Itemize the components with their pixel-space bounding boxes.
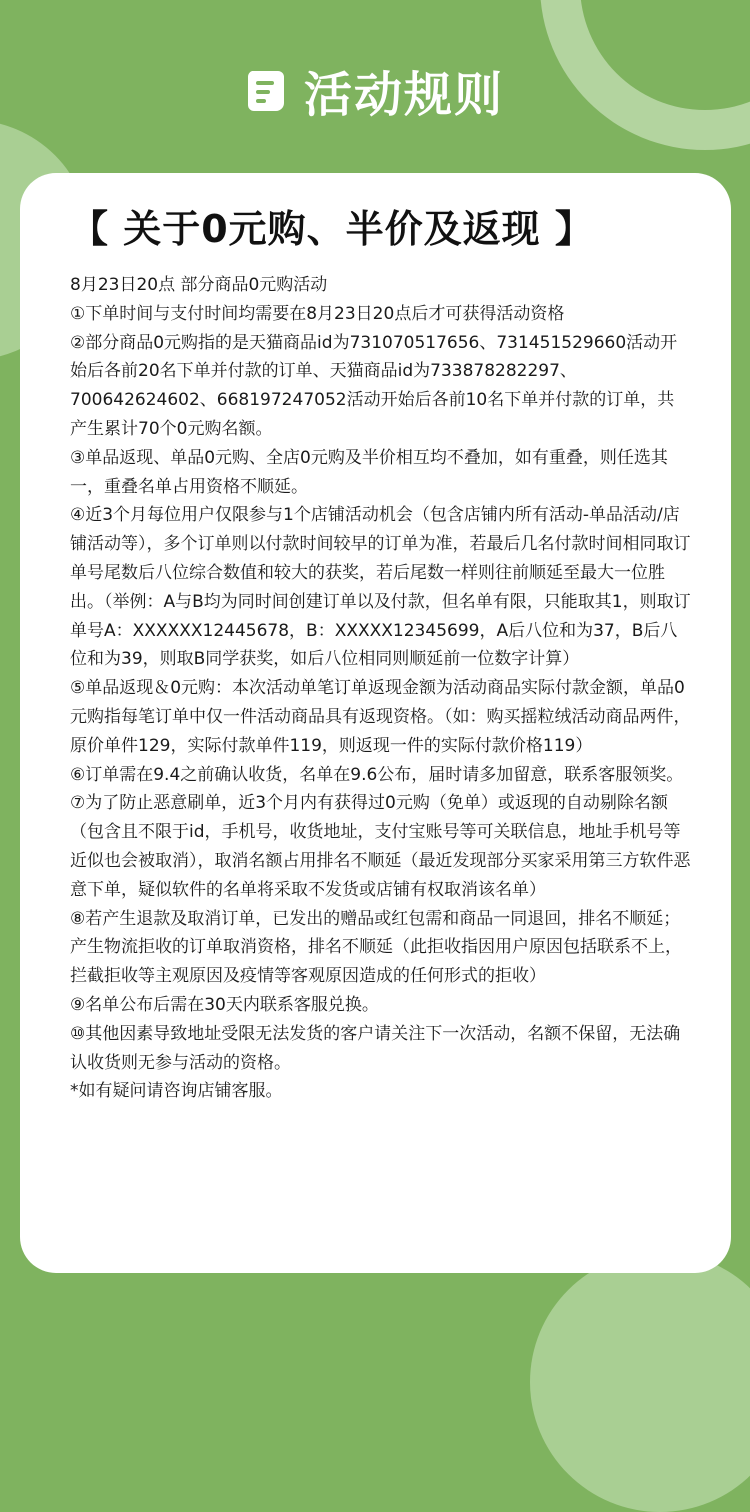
rules-list	[70, 271, 691, 1106]
rule-item: ⑩其他因素导致地址受限无法发货的客户请关注下一次活动，名额不保留，无法确认收货则无参与活动的资格。	[70, 1023, 681, 1073]
rule-item: *如有疑问请咨询店铺客服。	[70, 1081, 283, 1102]
rule-item: ⑧若产生退款及取消订单，已发出的赠品或红包需和商品一同退回，排名不顺延；产生物流拒收的订单取消资格，排名不顺延（此拒收指因用户原因包括联系不上，拦截拒收等主观原因及疫情等客观原因造成的任何形式的拒收）	[70, 908, 682, 987]
decor-circle-bottom-right	[530, 1252, 750, 1512]
rule-item: ④近3个月每位用户仅限参与1个店铺活动机会（包含店铺内所有活动-单品活动/店铺活动等），多个订单则以付款时间较早的订单为准，若最后几名付款时间相同取订单号尾数后八位综合数值和较大的获奖，若后尾数一样则往前顺延至最大一位胜出。（举例：A与B均为同时间创建订单以及付款，但名单有限，只能取其1，则取订单号A：XXXXXX12445678，B：XXXXX12345699，A后八位和为37，B后八位和为39，则取B同学获奖，如后八位相同则顺延前一位数字计算）	[70, 505, 691, 670]
rule-item: ②部分商品0元购指的是天猫商品id为731070517656、731451529660活动开始后各前20名下单并付款的订单、天猫商品id为733878282297、700642624602、668197247052活动开始后各前10名下单并付款的订单，共产生累计70个0元购名额。	[70, 332, 678, 439]
card-title: 【 关于0元购、半价及返现 】	[70, 207, 594, 251]
rule-item: ⑤单品返现＆0元购：本次活动单笔订单返现金额为活动商品实际付款金额，单品0元购指每笔订单中仅一件活动商品具有返现资格。（如：购买摇粒绒活动商品两件，原价单件129，实际付款单件119，则返现一件的实际付款价格119）	[70, 678, 691, 756]
rule-item: ⑥订单需在9.4之前确认收货，名单在9.6公布，届时请多加留意，联系客服领奖。	[70, 764, 684, 785]
page-title: 活动规则	[303, 66, 504, 123]
page-header	[0, 58, 750, 122]
rule-item: ⑦为了防止恶意刷单，近3个月内有获得过0元购（免单）或返现的自动剔除名额（包含且不限于id，手机号，收货地址，支付宝账号等可关联信息，地址手机号等近似也会被取消），取消名额占用排名不顺延（最近发现部分买家采用第三方软件恶意下单，疑似软件的名单将采取不发货或店铺有权取消该名单）	[70, 793, 691, 900]
rule-item: 8月23日20点 部分商品0元购活动	[70, 275, 328, 295]
rules-card	[20, 173, 731, 1273]
rule-item: ⑨名单公布后需在30天内联系客服兑换。	[70, 994, 379, 1015]
document-icon	[246, 67, 288, 113]
rule-item: ①下单时间与支付时间均需要在8月23日20点后才可获得活动资格	[70, 303, 565, 324]
rule-item: ③单品返现、单品0元购、全店0元购及半价相互均不叠加，如有重叠，则任选其一，重叠名单占用资格不顺延。	[70, 447, 668, 497]
